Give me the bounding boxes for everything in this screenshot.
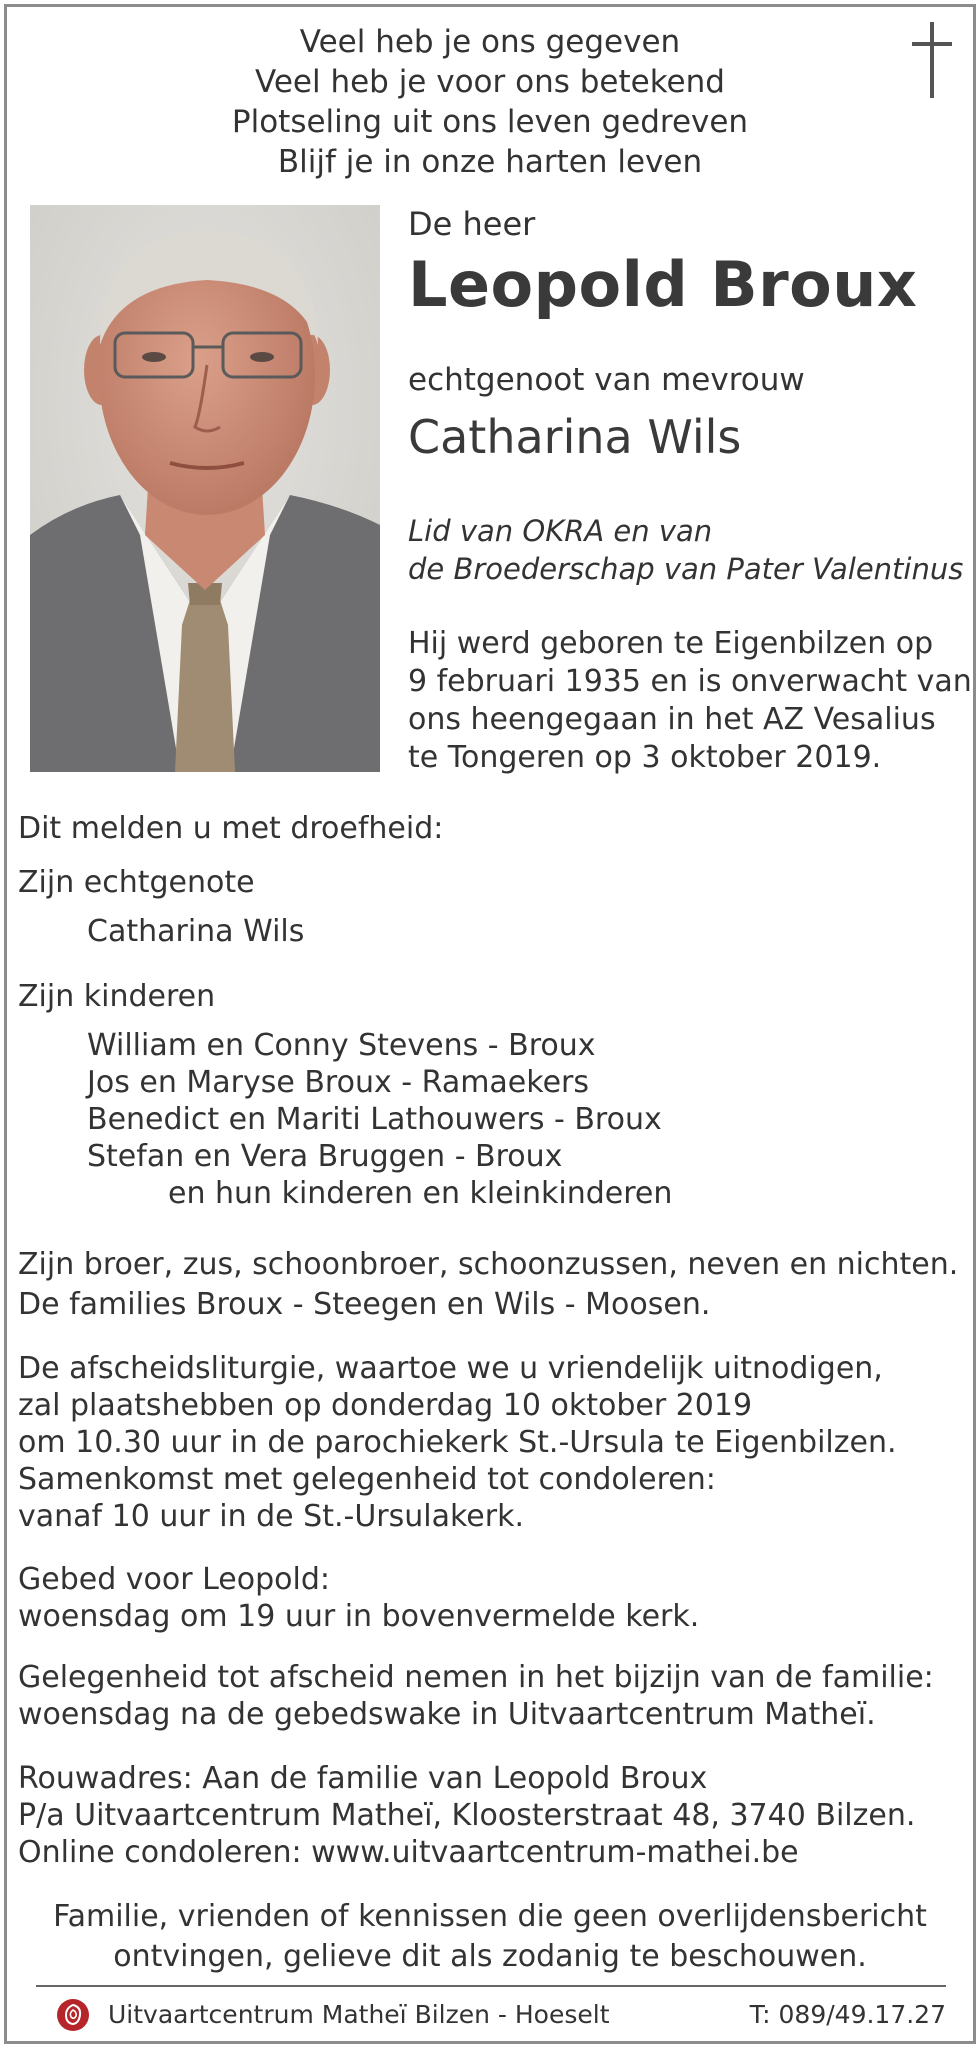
address-line: Online condoleren: www.uitvaartcentrum-mathei.be — [18, 1835, 799, 1870]
prayer-line: Gebed voor Leopold: — [18, 1562, 330, 1597]
child-entry: Jos en Maryse Broux - Ramaekers — [87, 1065, 589, 1100]
funeral-home-name: Uitvaartcentrum Matheï Bilzen - Hoeselt — [108, 2000, 610, 2029]
membership-line: de Broederschap van Pater Valentinus — [408, 552, 964, 586]
liturgy-line: De afscheidsliturgie, waartoe we u vriendelijk uitnodigen, — [18, 1351, 883, 1386]
address-line: P/a Uitvaartcentrum Matheï, Kloosterstraat 48, 3740 Bilzen. — [18, 1798, 916, 1833]
farewell-line: Gelegenheid tot afscheid nemen in het bijzijn van de familie: — [18, 1660, 934, 1695]
spouse-section — [18, 864, 304, 950]
spouse-entry: Catharina Wils — [87, 914, 305, 949]
membership-line: Lid van OKRA en van — [408, 514, 713, 548]
membership — [408, 512, 963, 588]
children-heading: Zijn kinderen — [18, 979, 216, 1014]
prayer-line: woensdag om 19 uur in bovenvermelde kerk. — [18, 1599, 700, 1634]
relatives-line: Zijn broer, zus, schoonbroer, schoonzussen, neven en nichten. — [18, 1247, 959, 1282]
child-entry: Benedict en Mariti Lathouwers - Broux — [87, 1102, 662, 1137]
liturgy-line: vanaf 10 uur in de St.-Ursulakerk. — [18, 1499, 524, 1534]
closing-note — [0, 1897, 980, 1977]
deceased-name: Leopold Broux — [408, 248, 918, 321]
liturgy-line: zal plaatshebben op donderdag 10 oktober 2019 — [18, 1388, 753, 1423]
relatives — [18, 1245, 958, 1325]
grandchildren-line: en hun kinderen en kleinkinderen — [168, 1176, 673, 1211]
footer-divider — [36, 1985, 946, 1987]
cross-icon — [908, 20, 956, 100]
prayer — [18, 1561, 699, 1635]
poem-line: Veel heb je ons gegeven — [299, 24, 681, 60]
spouse-intro: echtgenoot van mevrouw — [408, 362, 805, 398]
relatives-line: De families Broux - Steegen en Wils - Moosen. — [18, 1287, 711, 1322]
footer — [36, 1995, 946, 2035]
child-entry: Stefan en Vera Bruggen - Broux — [87, 1139, 563, 1174]
announcement: Dit melden u met droefheid: — [18, 811, 444, 846]
children-section — [18, 978, 672, 1212]
poem-line: Blijf je in onze harten leven — [277, 144, 703, 180]
address-line: Rouwadres: Aan de familie van Leopold Broux — [18, 1761, 708, 1796]
farewell — [18, 1659, 934, 1733]
bio-line: te Tongeren op 3 oktober 2019. — [408, 740, 882, 775]
portrait-photo — [30, 205, 380, 772]
poem-line: Plotseling uit ons leven gedreven — [231, 104, 749, 140]
closing-line: ontvingen, gelieve dit als zodanig te beschouwen. — [113, 1939, 867, 1974]
rose-logo-icon — [56, 1998, 90, 2032]
liturgy — [18, 1350, 897, 1535]
biography — [408, 625, 972, 777]
liturgy-line: Samenkomst met gelegenheid tot condoleren: — [18, 1462, 716, 1497]
title-prefix: De heer — [408, 205, 536, 243]
closing-line: Familie, vrienden of kennissen die geen overlijdensbericht — [53, 1899, 927, 1934]
child-entry: William en Conny Stevens - Broux — [87, 1028, 596, 1063]
farewell-line: woensdag na de gebedswake in Uitvaartcentrum Matheï. — [18, 1697, 876, 1732]
spouse-name: Catharina Wils — [408, 410, 742, 464]
bio-line: Hij werd geboren te Eigenbilzen op — [408, 626, 934, 661]
poem — [0, 22, 980, 182]
liturgy-line: om 10.30 uur in de parochiekerk St.-Ursula te Eigenbilzen. — [18, 1425, 897, 1460]
address — [18, 1760, 915, 1871]
phone-number: T: 089/49.17.27 — [749, 2000, 946, 2029]
poem-line: Veel heb je voor ons betekend — [255, 64, 725, 100]
spouse-heading: Zijn echtgenote — [18, 865, 255, 900]
bio-line: ons heengegaan in het AZ Vesalius — [408, 702, 936, 737]
bio-line: 9 februari 1935 en is onverwacht van — [408, 664, 972, 699]
